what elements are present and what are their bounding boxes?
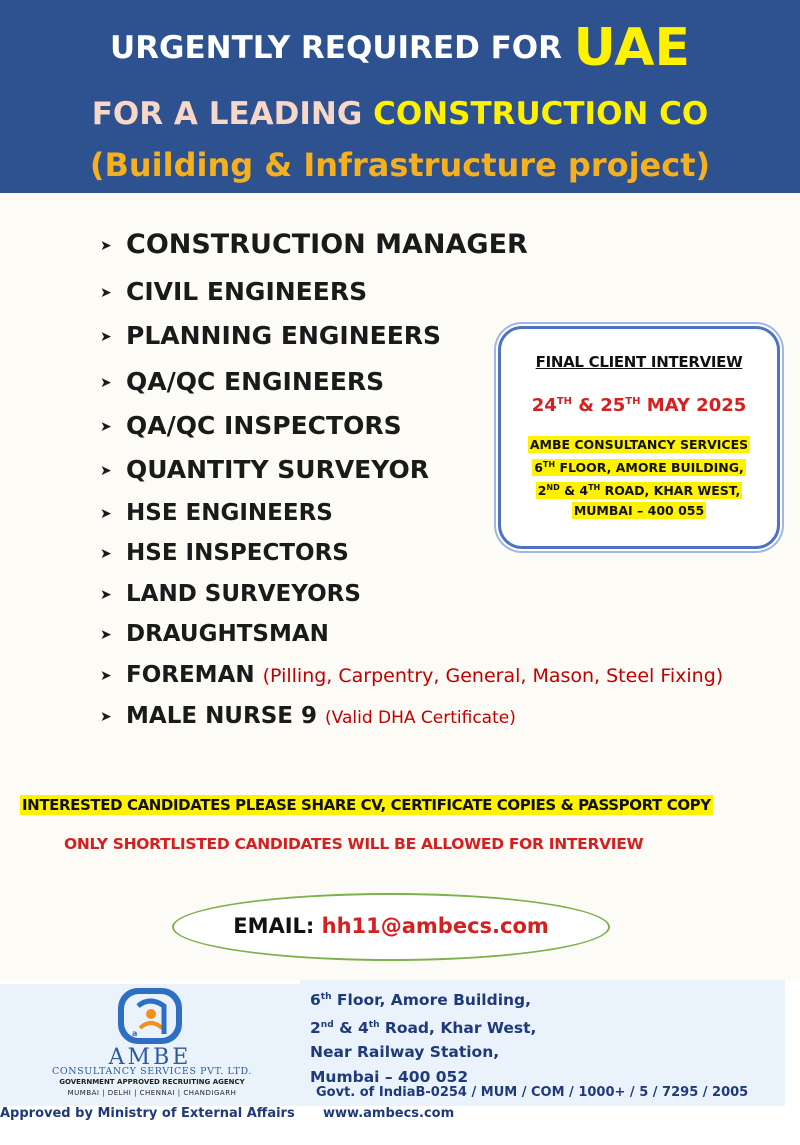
faddr2-sup-b: th [368, 1019, 380, 1030]
arrow-bullet-icon: ➤ [100, 285, 112, 301]
project-type: (Building & Infrastructure project) [89, 146, 711, 184]
addr-line2 [532, 459, 746, 476]
list-item [100, 581, 361, 607]
email-link[interactable]: hh11@ambecs.com [321, 914, 549, 938]
list-item [100, 703, 516, 729]
logo-cities: MUMBAI | DELHI | CHENNAI | CHANDIGARH [67, 1089, 237, 1097]
headline-country: UAE [573, 18, 690, 78]
addr-line3-b: & 4 [564, 483, 589, 499]
arrow-bullet-icon: ➤ [100, 505, 112, 522]
addr-line2-sup: TH [542, 460, 556, 469]
addr-line3-sup-b: TH [588, 483, 601, 493]
interview-box [498, 326, 780, 549]
arrow-bullet-icon: ➤ [100, 329, 112, 345]
addr-line2-num: 6 [534, 460, 543, 476]
job-title: DRAUGHTSMAN [126, 621, 329, 647]
subheadline-prefix: FOR A LEADING [91, 96, 363, 132]
arrow-bullet-icon: ➤ [100, 463, 112, 479]
headline-prefix: URGENTLY REQUIRED FOR [110, 30, 563, 66]
list-item [100, 455, 429, 484]
email-label: EMAIL: [233, 914, 315, 938]
addr-line3-sup-a: ND [546, 483, 560, 493]
job-title: CONSTRUCTION MANAGER [126, 229, 528, 260]
job-title: FOREMAN [126, 662, 255, 688]
list-item [100, 277, 367, 306]
interview-title: FINAL CLIENT INTERVIEW [535, 353, 743, 371]
email-box[interactable] [172, 893, 610, 961]
logo-name: AMBE [108, 1045, 192, 1070]
addr-line3-a: 2 [537, 483, 547, 499]
shortlist-notice: ONLY SHORTLISTED CANDIDATES WILL BE ALLOWED FOR INTERVIEW [64, 835, 644, 853]
arrow-bullet-icon: ➤ [100, 667, 112, 684]
arrow-bullet-icon: ➤ [100, 419, 112, 435]
job-title: PLANNING ENGINEERS [126, 321, 442, 350]
footer-address [310, 985, 536, 1089]
arrow-bullet-icon: ➤ [100, 708, 112, 725]
list-item [100, 540, 349, 566]
arrow-bullet-icon: ➤ [100, 586, 112, 603]
faddr2-a: 2 [310, 1018, 321, 1037]
faddr2-sup-a: nd [320, 1019, 334, 1030]
faddr1-num: 6 [310, 991, 321, 1010]
list-item [100, 321, 441, 350]
list-item [100, 662, 723, 688]
logo-letter: a [132, 1029, 138, 1038]
list-item [100, 411, 402, 440]
faddr2-rest: Road, Khar West, [384, 1018, 537, 1037]
faddr1-sup: th [320, 992, 332, 1002]
job-note: (Pilling, Carpentry, General, Mason, Steel Fixing) [262, 665, 724, 687]
job-title: LAND SURVEYORS [126, 581, 361, 607]
headline [0, 18, 800, 78]
interview-date [501, 395, 777, 416]
arrow-bullet-icon: ➤ [100, 375, 112, 391]
date-mid: & 25 [578, 395, 626, 416]
addr-line4: MUMBAI – 400 055 [573, 503, 705, 519]
arrow-bullet-icon: ➤ [100, 626, 112, 643]
date-sup1: TH [556, 396, 572, 407]
faddr3: Near Railway Station, [310, 1043, 500, 1062]
list-item [100, 621, 329, 647]
subheadline [0, 96, 800, 132]
arrow-bullet-icon: ➤ [100, 237, 112, 254]
call-to-action: INTERESTED CANDIDATES PLEASE SHARE CV, CERTIFICATE COPIES & PASSPORT COPY [22, 796, 711, 814]
faddr1-rest: Floor, Amore Building, [336, 991, 532, 1010]
list-item [100, 500, 333, 526]
approval-text: Approved by Ministry of External Affairs [0, 1106, 295, 1121]
logo-tagline: GOVERNMENT APPROVED RECRUITING AGENCY [59, 1078, 245, 1086]
job-note: (Valid DHA Certificate) [325, 708, 516, 728]
job-title: QA/QC ENGINEERS [126, 367, 385, 396]
job-title: QUANTITY SURVEYOR [126, 455, 429, 484]
logo-company: CONSULTANCY SERVICES PVT. LTD. [52, 1066, 252, 1077]
list-item [100, 229, 528, 260]
govt-registration: Govt. of IndiaB-0254 / MUM / COM / 1000+ / 5 / 7295 / 2005 [316, 1085, 749, 1100]
addr-line3 [536, 482, 743, 499]
subheadline-company: CONSTRUCTION CO [373, 96, 709, 132]
list-item [100, 367, 384, 396]
faddr2-b: & 4 [339, 1018, 369, 1037]
date-day1: 24 [531, 395, 557, 416]
job-title: CIVIL ENGINEERS [126, 277, 368, 306]
faddr4: Mumbai – 400 052 [310, 1067, 469, 1086]
job-title: QA/QC INSPECTORS [126, 411, 402, 440]
date-sup2: TH [625, 396, 641, 407]
job-title: HSE ENGINEERS [126, 500, 333, 526]
addr-line3-rest: ROAD, KHAR WEST, [604, 483, 741, 499]
ambe-logo-icon [110, 984, 190, 1046]
job-title: MALE NURSE 9 [126, 703, 317, 729]
addr-line1: AMBE CONSULTANCY SERVICES [529, 437, 749, 452]
interview-address [501, 435, 777, 521]
header-banner [0, 0, 800, 193]
arrow-bullet-icon: ➤ [100, 545, 112, 562]
date-rest: MAY 2025 [646, 395, 747, 416]
job-title: HSE INSPECTORS [126, 540, 349, 566]
website-link[interactable]: www.ambecs.com [323, 1106, 455, 1121]
addr-line2-rest: FLOOR, AMORE BUILDING, [559, 460, 744, 476]
